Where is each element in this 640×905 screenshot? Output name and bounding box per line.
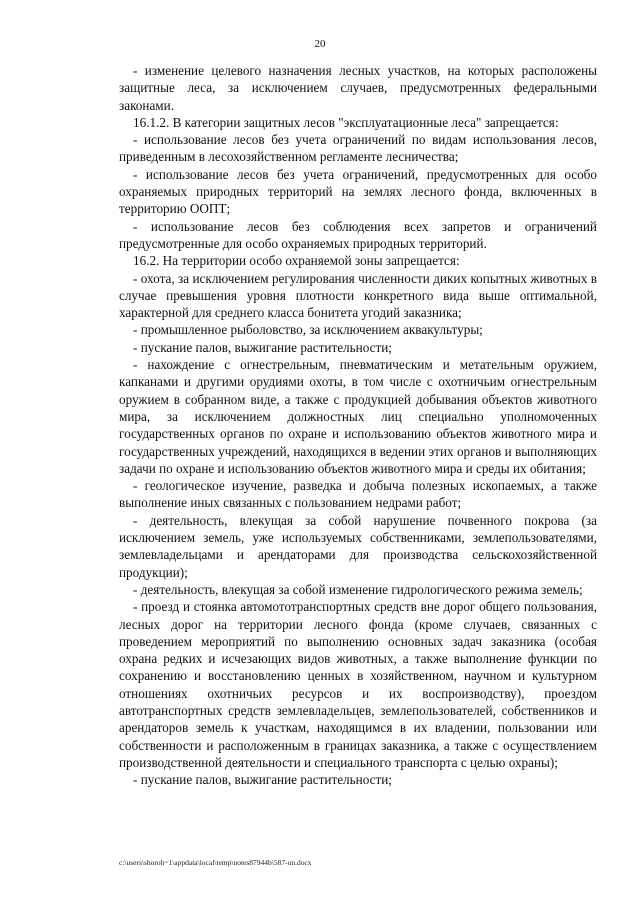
paragraph-soil-disturbance: - деятельность, влекущая за собой нарушение почвенного покрова (за исключением земель, уже используемых собственниками, землепользователями, землевладельцами и арендаторами для производства сельскохозяйственной продукции); bbox=[119, 512, 597, 580]
paragraph-geology: - геологическое изучение, разведка и добыча полезных ископаемых, а также выполнение иных связанных с пользованием недрами работ; bbox=[119, 478, 597, 511]
paragraph-target-purpose-change: - изменение целевого назначения лесных участков, на которых расположены защитные леса, за исключением случаев, предусмотренных федеральными законами. bbox=[119, 63, 597, 113]
paragraph-forest-use-oopt: - использование лесов без учета ограничений, предусмотренных для особо охраняемых природных территорий на землях лесного фонда, включенных в территорию ООПТ; bbox=[119, 166, 597, 217]
paragraph-industrial-fishing: - промышленное рыболовство, за исключением аквакультуры; bbox=[133, 322, 483, 338]
paragraph-forest-use-restrictions: - использование лесов без соблюдения всех запретов и ограничений предусмотренные для особо охраняемых природных территорий. bbox=[119, 218, 597, 251]
paragraph-hunting: - охота, за исключением регулирования численности диких копытных животных в случае превышения уровня плотности конкретного вида выше оптимальной, характерной для среднего класса бонитета угодий заказника; bbox=[119, 270, 597, 321]
paragraph-weapons: - нахождение с огнестрельным, пневматическим и метательным оружием, капканами и другими орудиями охоты, в том числе с охотничьим огнестрельным оружием в собранном виде, а также с продукцией добывания объектов животного мира, за исключением должностных лиц специально уполномоченных государственных органов по охране и использованию объектов животного мира и государственных учреждений, находящихся в ведении этих органов и выполняющих задачи по охране и использованию объектов животного мира и среды их обитания; bbox=[119, 357, 597, 476]
paragraph-section-16-2: 16.2. На территории особо охраняемой зоны запрещается: bbox=[133, 253, 460, 269]
paragraph-vehicles: - проезд и стоянка автомототранспортных средств вне дорог общего пользования, лесных дорог на территории лесного фонда (кроме случаев, связанных с проведением мероприятий по выполнению основных задач заказника (особая охрана редких и исчезающих видов животных, а также выполнение функции по сохранению и восстановлению ценных в хозяйственном, научном и культурном отношениях охотничьих ресурсов и их воспроизводству), проездом автотранспортных средств землевладельцев, землепользователей, собственников и арендаторов земель к участкам, находящимся в их владении, пользовании или собственности и расположенным в границах заказника, а также с осуществлением производственной деятельности и специального транспорта с целью охраны); bbox=[119, 599, 597, 770]
paragraph-forest-use-regulation: - использование лесов без учета ограничений по видам использования лесов, приведенным в лесохозяйственном регламенте лесничества; bbox=[119, 132, 597, 165]
document-body bbox=[119, 62, 597, 788]
paragraph-burning: - пускание палов, выжигание растительности; bbox=[133, 339, 392, 355]
paragraph-section-16-1-2: 16.1.2. В категории защитных лесов "эксплуатационные леса" запрещается: bbox=[133, 114, 559, 130]
footer-file-path: c:\users\shoroh~1\appdata\local\temp\notes87944b\587-un.docx bbox=[119, 858, 312, 867]
paragraph-burning-repeat: - пускание палов, выжигание растительности; bbox=[133, 772, 392, 788]
paragraph-hydrology: - деятельность, влекущая за собой изменение гидрологического режима земель; bbox=[133, 581, 583, 597]
page-number: 20 bbox=[314, 38, 326, 50]
